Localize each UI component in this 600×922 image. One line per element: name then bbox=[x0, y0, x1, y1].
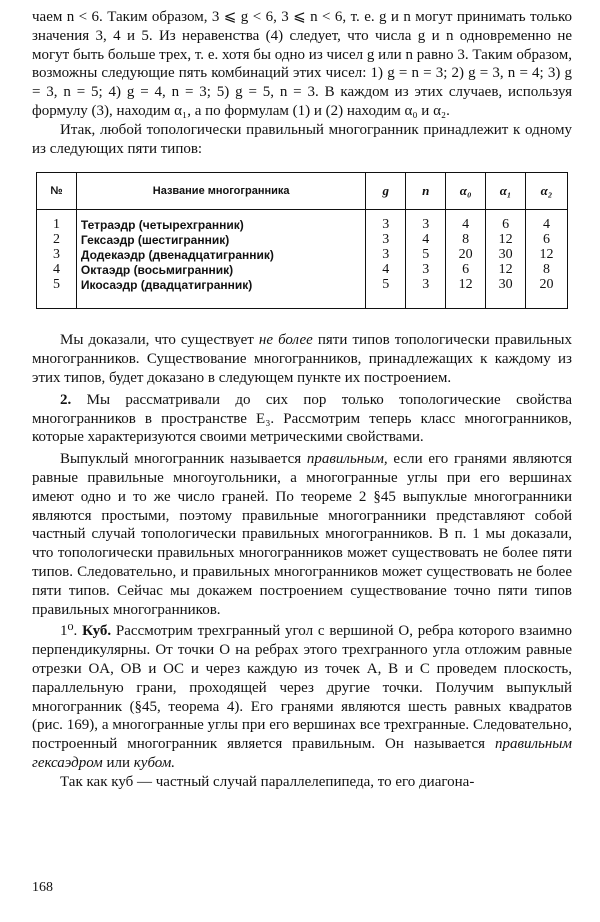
cell-g: 4 bbox=[366, 263, 406, 278]
cell-n: 4 bbox=[406, 233, 446, 248]
section-number: 2. bbox=[60, 391, 72, 408]
cell-number: 4 bbox=[37, 263, 77, 278]
cell-name: Тетраэдр (четырехгранник) bbox=[76, 210, 365, 233]
cell-alpha1: 30 bbox=[486, 248, 526, 263]
cell-n: 5 bbox=[406, 248, 446, 263]
cell-number: 1 bbox=[37, 210, 77, 233]
header-alpha0: α₀ bbox=[446, 173, 486, 210]
cell-n: 3 bbox=[406, 278, 446, 309]
page-body bbox=[32, 8, 572, 791]
cell-g: 3 bbox=[366, 233, 406, 248]
cell-alpha1: 30 bbox=[486, 278, 526, 309]
cell-name: Додекаэдр (двенадцатигранник) bbox=[76, 248, 365, 263]
cell-alpha0: 20 bbox=[446, 248, 486, 263]
cell-number: 5 bbox=[37, 278, 77, 309]
page-number: 168 bbox=[32, 880, 53, 895]
table-row bbox=[37, 278, 568, 309]
cell-n: 3 bbox=[406, 263, 446, 278]
header-g: g bbox=[366, 173, 406, 210]
header-name: Название многогранника bbox=[76, 173, 365, 210]
item-number: 1⁰. bbox=[60, 623, 78, 640]
cell-alpha1: 6 bbox=[486, 210, 526, 233]
header-number: № bbox=[37, 173, 77, 210]
cell-name: Октаэдр (восьмигранник) bbox=[76, 263, 365, 278]
cell-alpha0: 4 bbox=[446, 210, 486, 233]
cell-g: 3 bbox=[366, 248, 406, 263]
cell-alpha0: 6 bbox=[446, 263, 486, 278]
cell-alpha2: 4 bbox=[526, 210, 568, 233]
cell-alpha2: 6 bbox=[526, 233, 568, 248]
cell-alpha2: 8 bbox=[526, 263, 568, 278]
paragraph-convex-definition: Выпуклый многогранник называется правильным, если его гранями являются равные правильные многоугольники, а многогранные углы при его вершинах имеют одно и то же число граней. По теореме 2 §45 выпуклые многогранники являются простыми, поэтому правильные многогранники представляют собой частный случай топологически правильных многогранников. В п. 1 мы доказали, что топологически правильных многогранников может существовать не более пяти типов. Следовательно, и правильных многогранников может существовать не более пяти типов. Сейчас мы докажем построением существование точно пяти типов правильных многогранников. bbox=[32, 451, 573, 618]
table-row bbox=[37, 210, 568, 233]
cell-g: 3 bbox=[366, 210, 406, 233]
paragraph-intro: чаем n < 6. Таким образом, 3 ⩽ g < 6, 3 ⩽ n < 6, т. е. g и n могут принимать только значения 3, 4 и 5. Из неравенства (4) следует, что числа g и n одновременно не могут быть больше трех, т. е. хотя бы одно из чисел g или n равно 3. Таким образом, возможны следующие пять комбинаций этих чисел: 1) g = n = 3; 2) g = 3, n = 4; 3) g = 3, n = 5; 4) g = 4, n = 3; 5) g = 5, n = 3. В каждом из этих случаев, используя формулу (3), находим α₁, а по формулам (1) и (2) находим α₀ и α₂. bbox=[32, 9, 572, 119]
table-header-row bbox=[37, 173, 568, 210]
table-row bbox=[37, 248, 568, 263]
cell-alpha0: 12 bbox=[446, 278, 486, 309]
polyhedra-table bbox=[36, 172, 568, 309]
header-alpha2: α₂ bbox=[526, 173, 568, 210]
table-row bbox=[37, 263, 568, 278]
paragraph-diagonal: Так как куб — частный случай параллелепипеда, то его диагона- bbox=[60, 773, 475, 790]
cell-alpha1: 12 bbox=[486, 263, 526, 278]
cell-alpha1: 12 bbox=[486, 233, 526, 248]
cell-number: 3 bbox=[37, 248, 77, 263]
cell-name: Гексаэдр (шестигранник) bbox=[76, 233, 365, 248]
cell-alpha0: 8 bbox=[446, 233, 486, 248]
paragraph-cube: 1⁰. Куб. Рассмотрим трехгранный угол с вершиной O, ребра которого взаимно перпендикулярны. От точки O на ребрах этого трехгранного угла отложим равные отрезки OA, OB и OC и через каждую из точек A, B и C проведем плоскость, параллельную грани, проходящей через другие точки. Получим выпуклый многогранник (§45, теорема 4). Его гранями являются шесть равных квадратов (рис. 169), а многогранные углы при его вершинах все трехгранные. Следовательно, построенный многогранник является правильным. Он называется правильным гексаэдром или кубом. bbox=[32, 623, 572, 771]
paragraph-section-2: 2. Мы рассматривали до сих пор только топологические свойства многогранников в пространстве E₃. Рассмотрим теперь класс многогранников, которые характеризуются своими метрическими свойствами. bbox=[32, 391, 572, 446]
cell-name: Икосаэдр (двадцатигранник) bbox=[76, 278, 365, 309]
cell-g: 5 bbox=[366, 278, 406, 309]
paragraph-summary: Итак, любой топологически правильный многогранник принадлежит к одному из следующих пяти типов: bbox=[32, 121, 572, 157]
item-title: Куб. bbox=[82, 623, 112, 640]
cell-alpha2: 20 bbox=[526, 278, 568, 309]
cell-alpha2: 12 bbox=[526, 248, 568, 263]
header-alpha1: α₁ bbox=[486, 173, 526, 210]
header-n: n bbox=[406, 173, 446, 210]
table-row bbox=[37, 233, 568, 248]
cell-number: 2 bbox=[37, 233, 77, 248]
paragraph-proved: Мы доказали, что существует не более пяти типов топологически правильных многогранников. Существование многогранников, принадлежащих к каждому из этих типов, будет доказано в следующем пункте их построением. bbox=[32, 332, 572, 386]
cell-n: 3 bbox=[406, 210, 446, 233]
